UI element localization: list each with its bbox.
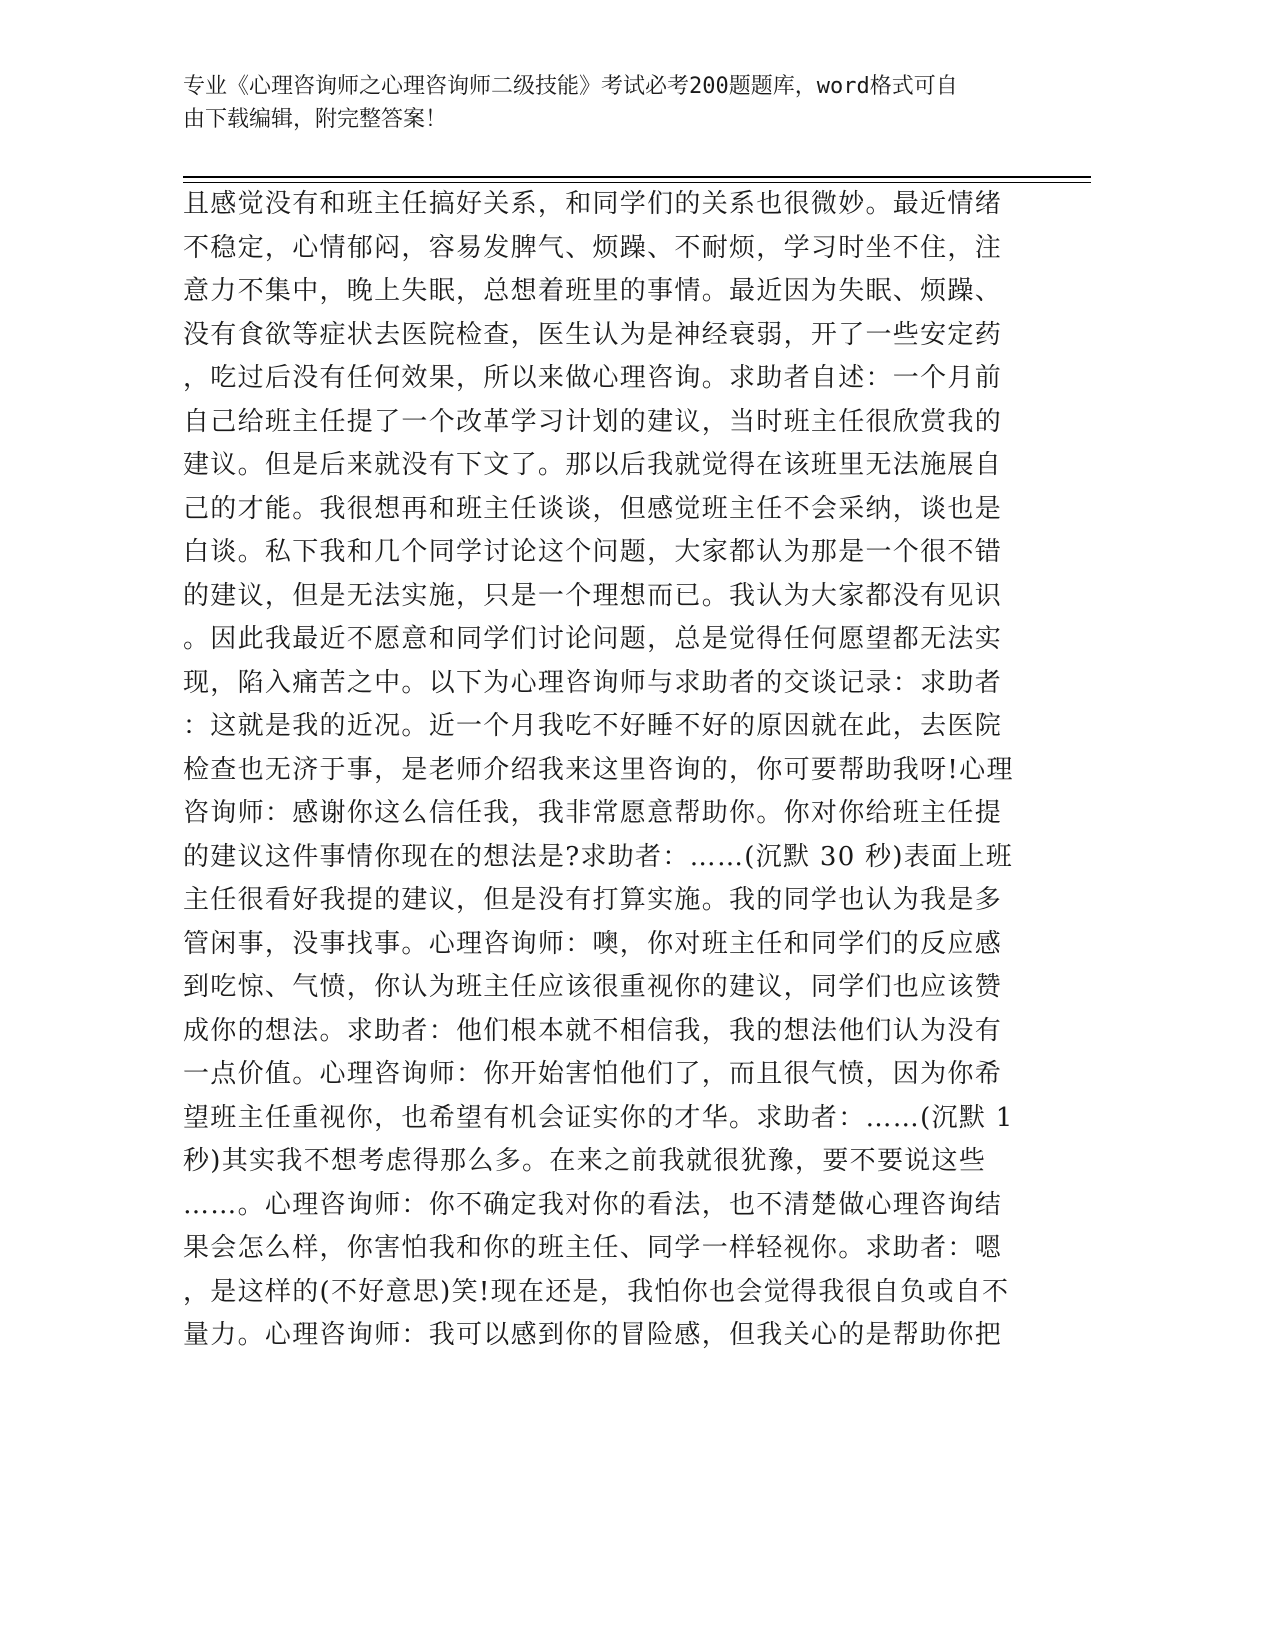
body-line: ：这就是我的近况。近一个月我吃不好睡不好的原因就在此，去医院 [183, 711, 1003, 741]
body-line: 白谈。私下我和几个同学讨论这个问题，大家都认为那是一个很不错 [183, 537, 1003, 567]
body-line: 的建议，但是无法实施，只是一个理想而已。我认为大家都没有见识 [183, 580, 1003, 611]
body-line: 现，陷入痛苦之中。以下为心理咨询师与求助者的交谈记录：求助者 [183, 667, 1003, 698]
body-line: 建议。但是后来就没有下文了。那以后我就觉得在该班里无法施展自 [183, 450, 1003, 480]
body-line: 且感觉没有和班主任搞好关系，和同学们的关系也很微妙。最近情绪 [183, 189, 1003, 219]
header-divider-thick [183, 176, 1091, 178]
body-line: 到吃惊、气愤，你认为班主任应该很重视你的建议，同学们也应该赞 [183, 972, 1003, 1002]
body-line: 主任很看好我提的建议，但是没有打算实施。我的同学也认为我是多 [183, 885, 1003, 915]
body-line: ，吃过后没有任何效果，所以来做心理咨询。求助者自述：一个月前 [183, 363, 1003, 393]
body-line: 一点价值。心理咨询师：你开始害怕他们了，而且很气愤，因为你希 [183, 1059, 1003, 1089]
body-line: 自己给班主任提了一个改革学习计划的建议，当时班主任很欣赏我的 [183, 406, 1003, 437]
body-line: ，是这样的(不好意思)笑!现在还是，我怕你也会觉得我很自负或自不 [183, 1276, 1010, 1307]
body-line: 检查也无济于事，是老师介绍我来这里咨询的，你可要帮助我呀!心理 [183, 754, 1014, 785]
body-line: 。因此我最近不愿意和同学们讨论问题，总是觉得任何愿望都无法实 [183, 624, 1003, 654]
body-line: 意力不集中，晚上失眠，总想着班里的事情。最近因为失眠、烦躁、 [183, 276, 1003, 306]
body-line: 没有食欲等症状去医院检查，医生认为是神经衰弱，开了一些安定药 [183, 319, 1003, 350]
body-line: 秒)其实我不想考虑得那么多。在来之前我就很犹豫，要不要说这些 [183, 1146, 987, 1176]
body-text [183, 183, 1063, 1358]
body-line: 己的才能。我很想再和班主任谈谈，但感觉班主任不会采纳，谈也是 [183, 493, 1003, 524]
body-line: ……。心理咨询师：你不确定我对你的看法，也不清楚做心理咨询结 [183, 1189, 1003, 1220]
header-line: 专业《心理咨询师之心理咨询师二级技能》考试必考200题题库，word格式可自 [183, 74, 958, 99]
body-line: 果会怎么样，你害怕我和你的班主任、同学一样轻视你。求助者：嗯 [183, 1233, 1003, 1263]
body-line: 望班主任重视你，也希望有机会证实你的才华。求助者：……(沉默 1 [183, 1102, 1014, 1133]
body-line: 咨询师：感谢你这么信任我，我非常愿意帮助你。你对你给班主任提 [183, 798, 1003, 828]
body-line: 量力。心理咨询师：我可以感到你的冒险感，但我关心的是帮助你把 [183, 1320, 1003, 1350]
body-line: 成你的想法。求助者：他们根本就不相信我，我的想法他们认为没有 [183, 1015, 1003, 1046]
page-header [183, 70, 1053, 136]
body-line: 不稳定，心情郁闷，容易发脾气、烦躁、不耐烦，学习时坐不住，注 [183, 232, 1003, 263]
header-line: 由下载编辑，附完整答案！ [183, 107, 448, 132]
body-line: 的建议这件事情你现在的想法是?求助者：……(沉默 30 秒)表面上班 [183, 841, 1014, 872]
body-line: 管闲事，没事找事。心理咨询师：噢，你对班主任和同学们的反应感 [183, 928, 1003, 959]
